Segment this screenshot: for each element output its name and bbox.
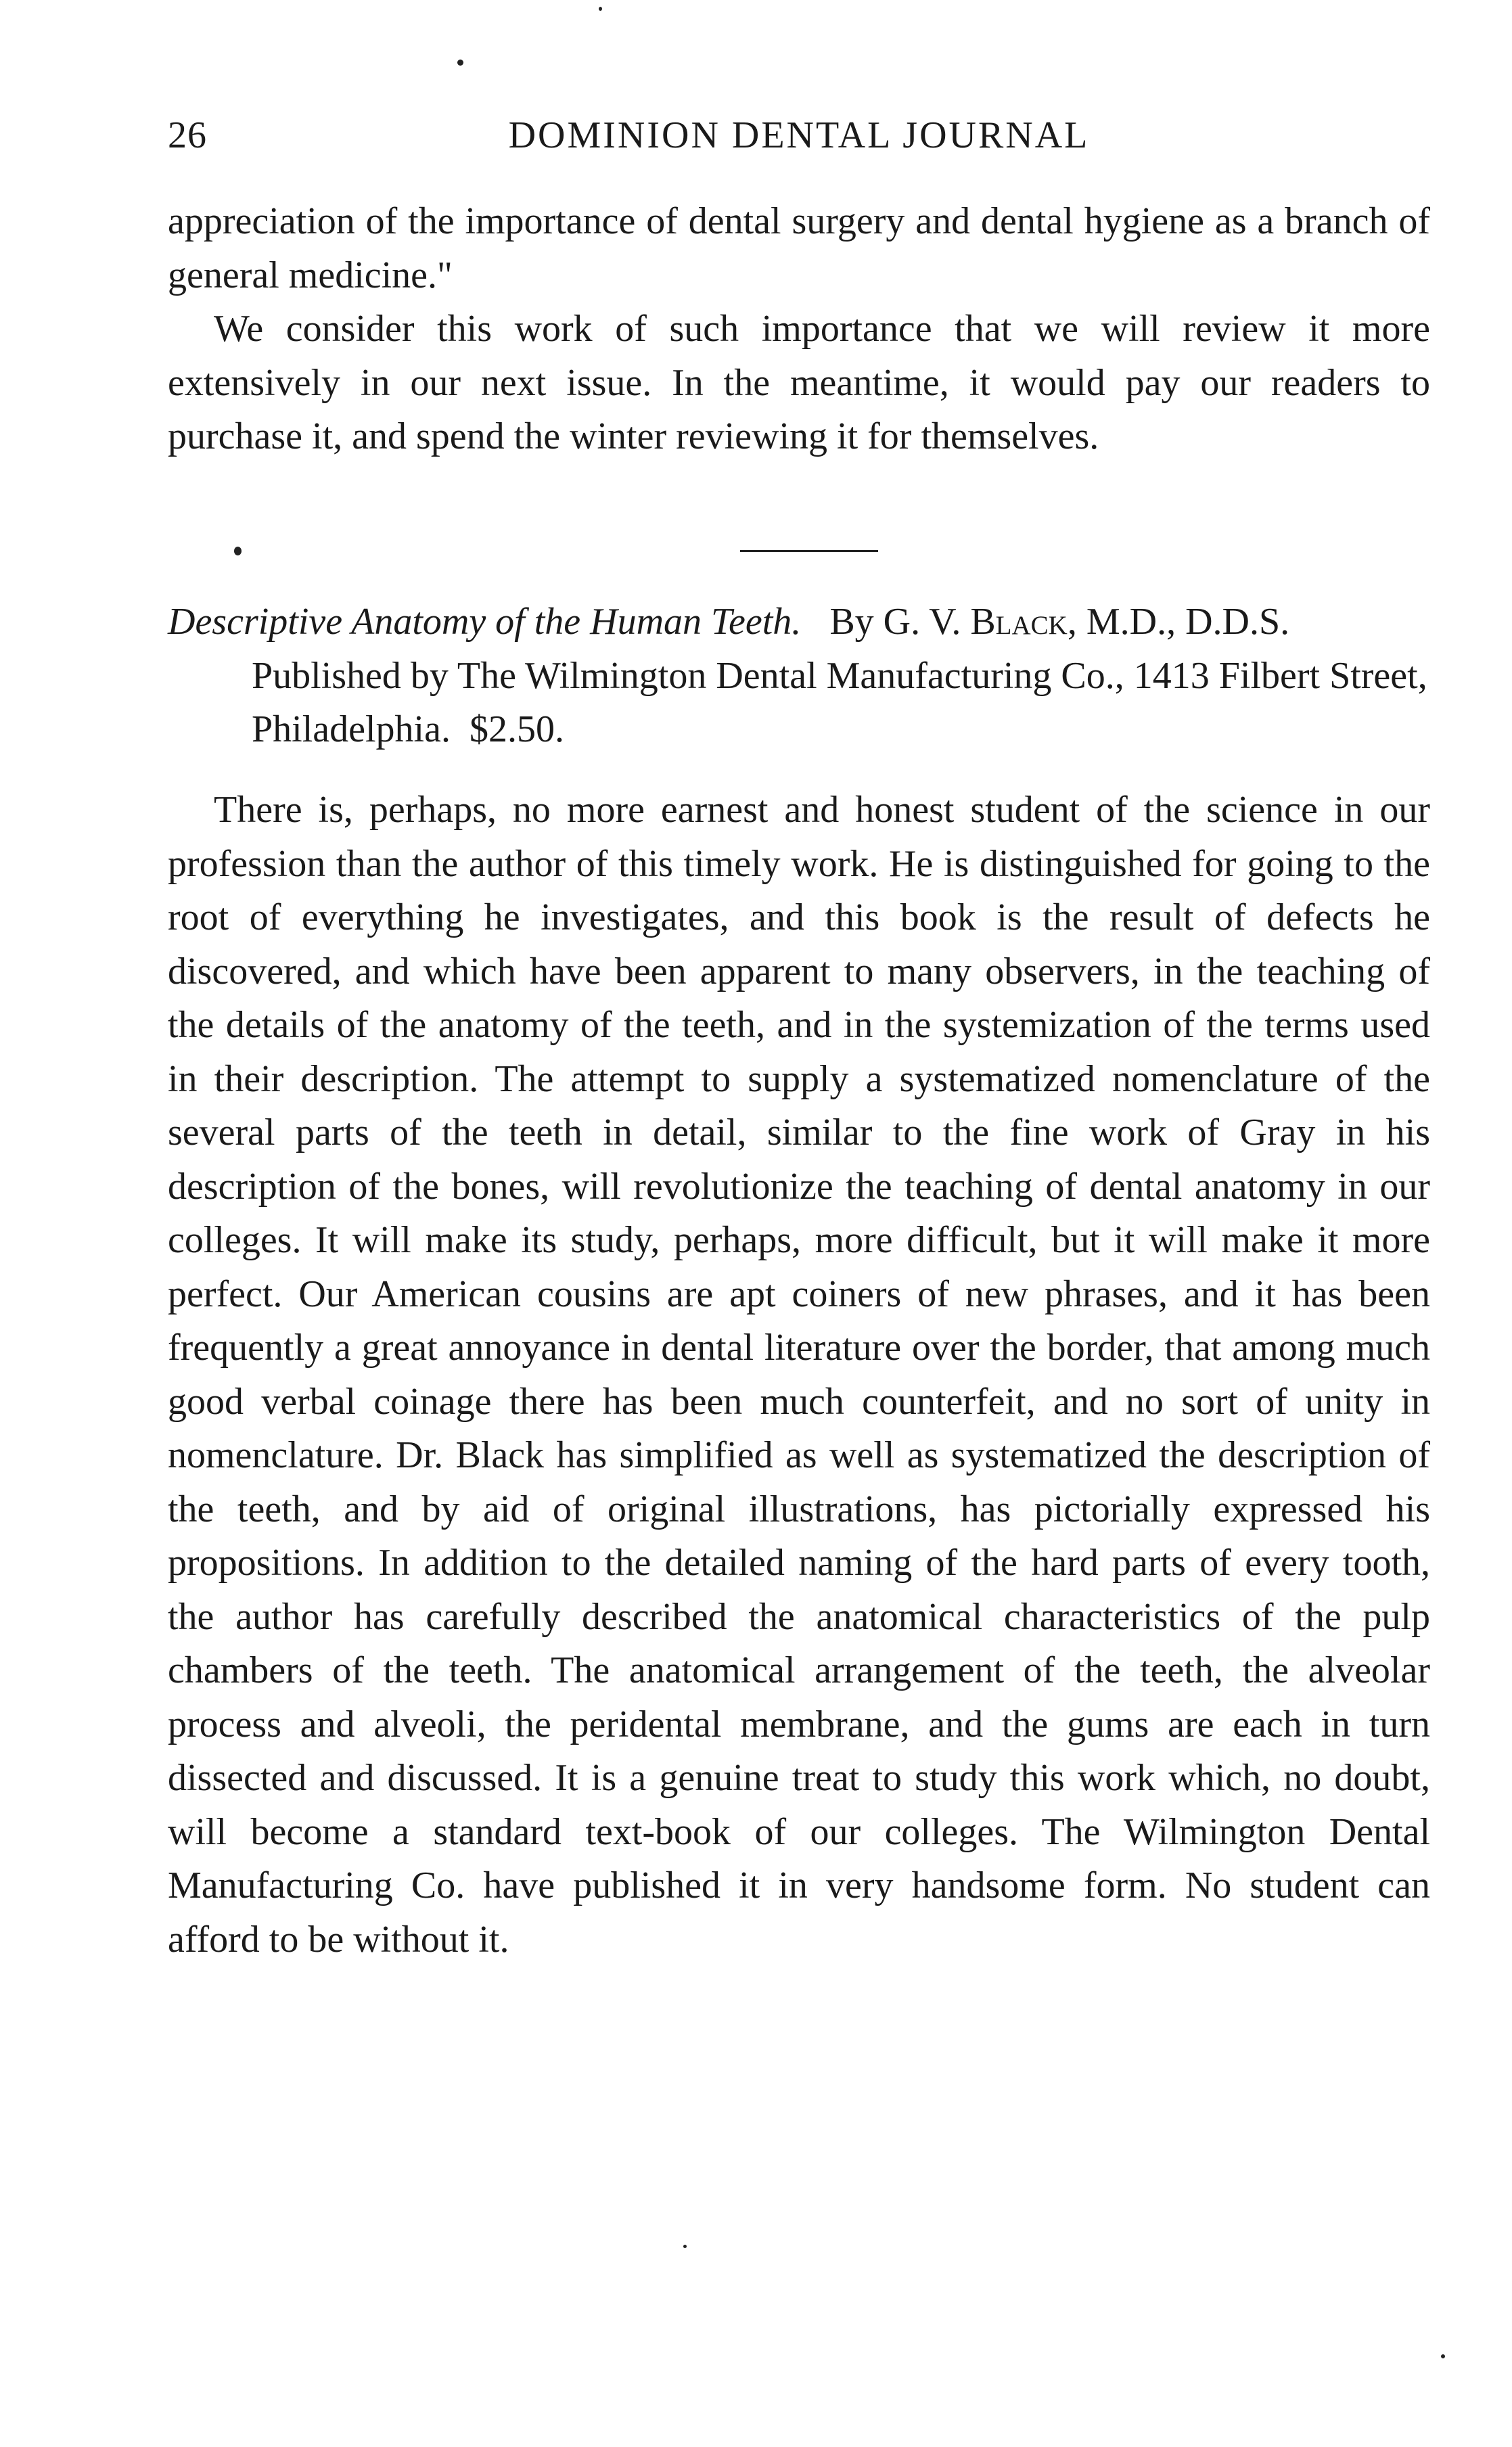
review-note-paragraph: We consider this work of such importance that we will review it more extensively in our next issue. In the meantime, it would pay our readers to purchase it, and spend the winter reviewing it for themselves. xyxy=(168,308,1430,457)
running-head xyxy=(168,114,1430,161)
ink-speck xyxy=(599,7,602,11)
book-citation xyxy=(168,595,1430,649)
book-reference xyxy=(168,595,1430,757)
review-body xyxy=(168,783,1430,1967)
page-number: 26 xyxy=(168,114,207,156)
book-price: $2.50. xyxy=(469,708,564,750)
ink-speck xyxy=(683,2245,687,2248)
publisher-line xyxy=(168,649,1430,757)
continued-paragraph-end: appreciation of the importance of dental surgery and dental hygiene as a branch of general medicine." xyxy=(168,200,1430,296)
ink-speck xyxy=(234,547,242,555)
author-prefix: By G. V. xyxy=(829,601,961,643)
publisher-info: Published by The Wilmington Dental Manufacturing Co., 1413 Filbert Street, Philadelphia. xyxy=(252,654,1427,750)
review-paragraph: There is, perhaps, no more earnest and honest student of the science in our profession than the author of this timely work. He is distinguished for going to the root of everything he investigates, and this book is the result of defects he discovered, and which have been apparent to many observers, in the teaching of the details of the anatomy of the teeth, and in the systemization of the terms used in their description. The attempt to supply a systematized nomenclature of the several parts of the teeth in detail, similar to the fine work of Gray in his description of the bones, will revolutionize the teaching of dental anatomy in our colleges. It will make its study, perhaps, more difficult, but it will make it more perfect. Our American cousins are apt coiners of new phrases, and it has been frequently a great annoyance in dental literature over the border, that among much good verbal coinage there has been much counterfeit, and no sort of unity in nomenclature. Dr. Black has simplified as well as systematized the description of the teeth, and by aid of original illustrations, has pictorially expressed his propositions. In addition to the detailed naming of the hard parts of every tooth, the author has carefully described the anatomical characteristics of the pulp chambers of the teeth. The anatomical arrangement of the teeth, the alveolar process and alveoli, the peridental membrane, and the gums are each in turn dissected and discussed. It is a genuine treat to study this work which, no doubt, will become a standard text-book of our colleges. The Wilmington Dental Manufacturing Co. have published it in very handsome form. No student can afford to be without it. xyxy=(168,789,1430,1961)
author-degrees: , M.D., D.D.S. xyxy=(1067,601,1290,643)
author-name: Black xyxy=(970,601,1068,643)
book-title: Descriptive Anatomy of the Human Teeth. xyxy=(168,601,802,643)
journal-title: DOMINION DENTAL JOURNAL xyxy=(508,114,1090,156)
ink-speck xyxy=(457,60,463,66)
ink-speck xyxy=(1441,2354,1445,2358)
section-divider xyxy=(740,550,878,552)
continued-article xyxy=(168,195,1430,464)
